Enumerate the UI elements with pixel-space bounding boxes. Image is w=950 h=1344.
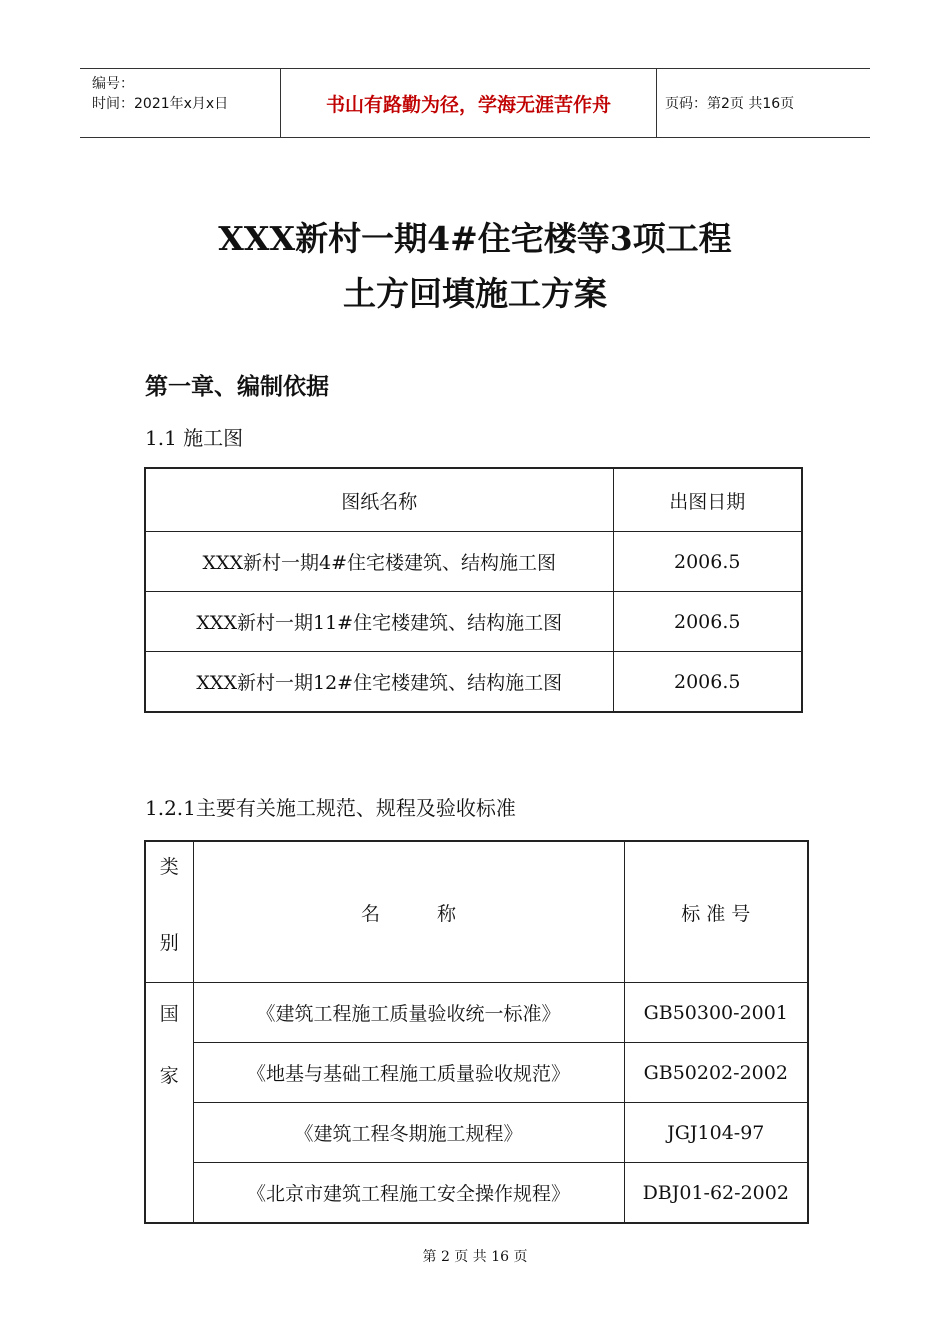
drawing-date: 2006.5 xyxy=(613,652,802,713)
header-cell-drawing-name: 图纸名称 xyxy=(145,468,613,532)
standard-name: 《地基与基础工程施工质量验收规范》 xyxy=(193,1043,624,1103)
section-heading-1-2-1: 1.2.1主要有关施工规范、规程及验收标准 xyxy=(145,796,516,820)
section-heading-1-1: 1.1 施工图 xyxy=(145,426,244,450)
page-header xyxy=(80,68,870,138)
standard-code: JGJ104-97 xyxy=(624,1103,808,1163)
doc-title-line1: XXX新村一期4#住宅楼等3项工程 xyxy=(218,219,732,258)
drawing-date: 2006.5 xyxy=(613,592,802,652)
header-meta xyxy=(80,69,280,137)
header-category-char: 别 xyxy=(159,932,179,954)
table-row xyxy=(145,1163,808,1224)
header-cell-code: 标 准 号 xyxy=(624,841,808,983)
drawing-name: XXX新村一期12#住宅楼建筑、结构施工图 xyxy=(145,652,613,713)
table-header-row xyxy=(145,841,808,983)
standard-name: 《建筑工程施工质量验收统一标准》 xyxy=(193,983,624,1043)
category-cell xyxy=(145,983,193,1224)
standards-table xyxy=(144,840,809,1224)
header-category-char: 类 xyxy=(159,856,179,878)
table-row xyxy=(145,1043,808,1103)
chapter-title: 第一章、编制依据 xyxy=(145,374,329,400)
drawings-table xyxy=(144,467,803,713)
drawing-name: XXX新村一期11#住宅楼建筑、结构施工图 xyxy=(145,592,613,652)
standard-name: 《建筑工程冬期施工规程》 xyxy=(193,1103,624,1163)
standard-code: GB50300-2001 xyxy=(624,983,808,1043)
table-row xyxy=(145,1103,808,1163)
standard-code: GB50202-2002 xyxy=(624,1043,808,1103)
header-cell-category xyxy=(145,841,193,983)
table-row xyxy=(145,532,802,592)
category-char: 国 xyxy=(159,1003,179,1025)
table-row xyxy=(145,652,802,713)
standard-name: 《北京市建筑工程施工安全操作规程》 xyxy=(193,1163,624,1224)
page-footer: 第 2 页 共 16 页 xyxy=(422,1249,528,1265)
number-label: 编号： xyxy=(92,76,134,92)
table-row xyxy=(145,592,802,652)
header-cell-date: 出图日期 xyxy=(613,468,802,532)
category-char: 家 xyxy=(159,1065,179,1087)
header-page-info: 页码：第2页 共16页 xyxy=(665,96,795,112)
header-cell-name: 名 称 xyxy=(193,841,624,983)
drawing-name: XXX新村一期4#住宅楼建筑、结构施工图 xyxy=(145,532,613,592)
doc-title-line2: 土方回填施工方案 xyxy=(343,274,607,313)
table-row xyxy=(145,983,808,1043)
time-label: 时间：2021年x月x日 xyxy=(92,96,229,112)
drawing-date: 2006.5 xyxy=(613,532,802,592)
header-motto: 书山有路勤为径，学海无涯苦作舟 xyxy=(280,69,657,137)
standard-code: DBJ01-62-2002 xyxy=(624,1163,808,1224)
table-header-row xyxy=(145,468,802,532)
